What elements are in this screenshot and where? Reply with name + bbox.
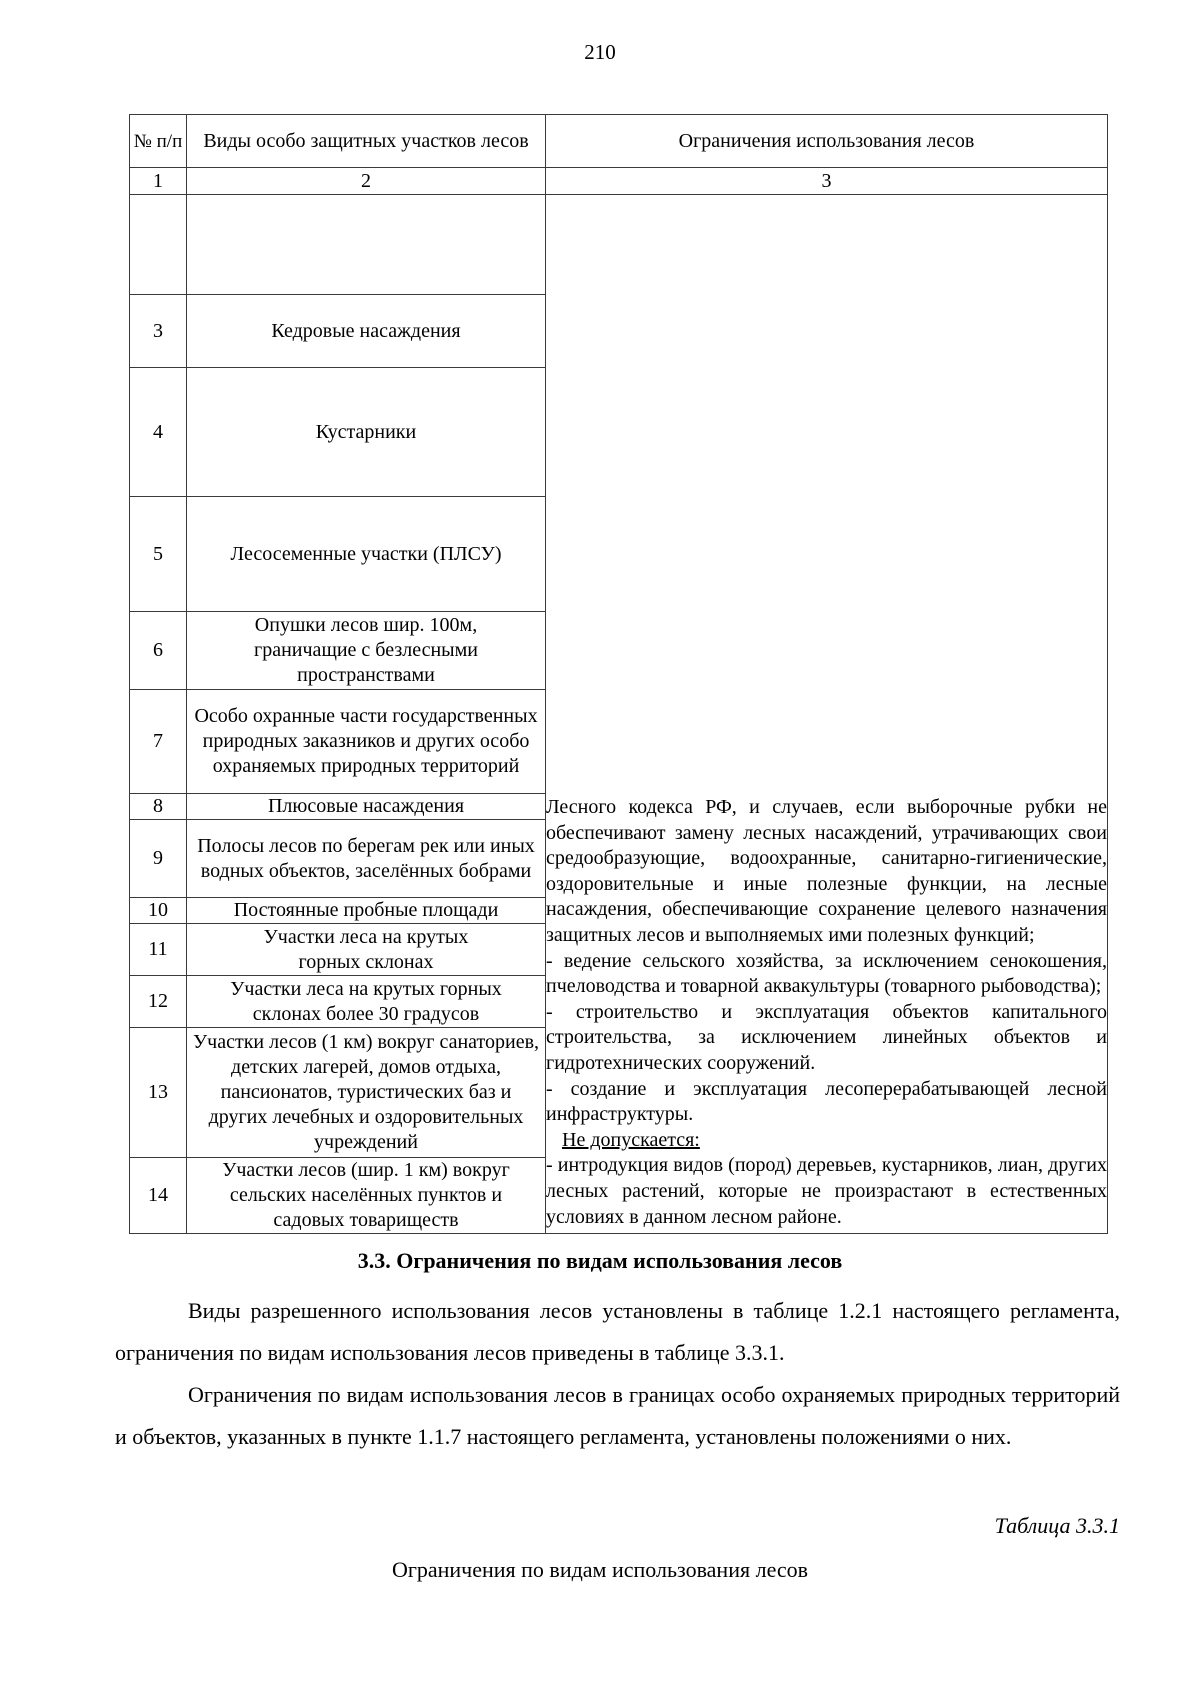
- row-number: 8: [153, 795, 163, 817]
- row-type: Кедровые насаждения: [271, 319, 461, 342]
- section-heading: 3.3. Ограничения по видам использования лесов: [357, 1248, 843, 1273]
- row-type-cell: [186, 975, 546, 1028]
- row-number: 6: [153, 639, 163, 661]
- row-number-cell: [129, 194, 187, 295]
- body-paragraph: Ограничения по видам использования лесов в границах особо охраняемых природных территорий и объектов, указанных в пункте 1.1.7 настоящего регламента, установлены положениями о них.: [115, 1382, 1120, 1449]
- row-number-cell: [129, 294, 187, 368]
- row-type-cell: [186, 611, 546, 690]
- row-number: 3: [153, 319, 163, 342]
- row-type: Постоянные пробные площади: [233, 899, 499, 921]
- row-number: 5: [153, 542, 163, 565]
- row-type: Полосы лесов по берегам рек или иных водных объектов, заселённых бобрами: [197, 834, 535, 882]
- row-type-cell: [186, 793, 546, 820]
- row-type-cell: [186, 819, 546, 898]
- column-number-1: [129, 167, 187, 195]
- row-type-cell: [186, 897, 546, 924]
- row-type-cell: [186, 496, 546, 612]
- header-cell-number: [129, 114, 187, 168]
- column-number-label: 1: [153, 169, 163, 192]
- coastal-heading: [546, 1230, 1107, 1234]
- row-number-cell: [129, 793, 187, 820]
- not-allowed-label: Не допускается:: [562, 1128, 700, 1151]
- row-number: 14: [148, 1184, 168, 1206]
- row-number-cell: [129, 897, 187, 924]
- row-number: 9: [153, 847, 163, 869]
- row-number: 12: [148, 990, 168, 1012]
- row-number-cell: [129, 819, 187, 898]
- restriction-paragraph: - строительство и эксплуатация объектов капитального строительства, за исключением линейных объектов и гидротехнических сооружений.: [546, 1000, 1107, 1074]
- column-number-2: [186, 167, 546, 195]
- header-type-label: Виды особо защитных участков лесов: [203, 129, 529, 152]
- header-restrictions-label: Ограничения использования лесов: [678, 129, 975, 152]
- body-text: [115, 1290, 1120, 1458]
- row-type: Участки леса на крутых горных склонах более 30 градусов: [230, 977, 502, 1025]
- coastal-forbidden-label: [922, 1231, 1040, 1234]
- row-type: Участки лесов (1 км) вокруг санаториев, детских лагерей, домов отдыха, пансионатов, туристических баз и других лечебных и оздоровительных учреждений: [192, 1031, 540, 1153]
- row-number: 11: [148, 938, 168, 960]
- restriction-paragraph: - ведение сельского хозяйства, за исключением сенокошения, пчеловодства и товарной аквакультуры (товарного рыбоводства);: [546, 949, 1107, 998]
- row-type: Плюсовые насаждения: [267, 795, 465, 817]
- row-type-cell: [186, 367, 546, 497]
- row-type-cell: [186, 923, 546, 976]
- row-type-cell: [186, 1157, 546, 1234]
- row-type: Кустарники: [315, 420, 417, 443]
- restrictions-table: [129, 114, 1108, 1234]
- row-type-cell: [186, 1027, 546, 1158]
- table-title: Ограничения по видам использования лесов: [391, 1557, 809, 1582]
- page-number: 210: [584, 40, 616, 64]
- row-number: 7: [153, 730, 163, 752]
- row-number-cell: [129, 367, 187, 497]
- row-type-cell: [186, 194, 546, 295]
- column-number-label: 2: [361, 169, 371, 192]
- row-number: 13: [148, 1081, 168, 1103]
- restriction-paragraph: - создание и эксплуатация лесоперерабатывающей лесной инфраструктуры.: [546, 1077, 1107, 1126]
- row-type: Лесосеменные участки (ПЛСУ): [230, 542, 502, 565]
- column-number-3: [545, 167, 1108, 195]
- row-type-cell: [186, 294, 546, 368]
- row-type-cell: [186, 689, 546, 794]
- restriction-paragraph: - интродукция видов (пород) деревьев, кустарников, лиан, других лесных растений, которые не произрастают в естественных условиях в данном лесном районе.: [546, 1154, 1107, 1228]
- row-number-cell: [129, 1027, 187, 1158]
- row-type: Особо охранные части государственных природных заказников и других особо охраняемых природных территорий: [194, 705, 538, 777]
- restrictions-cell: [545, 194, 1108, 1234]
- row-number-cell: [129, 923, 187, 976]
- row-type: Опушки лесов шир. 100м, граничащие с безлесными пространствами: [254, 614, 478, 686]
- header-number-label: № п/п: [133, 130, 183, 152]
- header-cell-type: [186, 114, 546, 168]
- body-paragraph: Виды разрешенного использования лесов установлены в таблице 1.2.1 настоящего регламента, ограничения по видам использования лесов приведены в таблице 3.3.1.: [115, 1298, 1120, 1365]
- header-cell-restrictions: [545, 114, 1108, 168]
- row-number-cell: [129, 611, 187, 690]
- row-type: Участки леса на крутых горных склонах: [263, 925, 469, 973]
- column-number-label: 3: [821, 169, 832, 192]
- row-type: Участки лесов (шир. 1 км) вокруг сельских населённых пунктов и садовых товариществ: [222, 1159, 510, 1231]
- row-number: 10: [148, 899, 168, 921]
- row-number: 4: [153, 420, 163, 443]
- row-number-cell: [129, 1157, 187, 1234]
- restrictions-text: [546, 795, 1107, 1234]
- table-caption: Таблица 3.3.1: [994, 1513, 1120, 1538]
- restriction-paragraph: Лесного кодекса РФ, и случаев, если выборочные рубки не обеспечивают замену лесных насаждений, утрачивающих свои средообразующие, водоохранные, санитарно-гигиенические, оздоровительные и иные полезные функции, на лесные насаждения, обеспечивающие сохранение целевого назначения защитных лесов и выполняемых ими полезных функций;: [546, 796, 1107, 946]
- row-number-cell: [129, 689, 187, 794]
- coastal-prefix: [562, 1231, 922, 1234]
- row-number-cell: [129, 975, 187, 1028]
- not-allowed-heading: [546, 1128, 1107, 1154]
- row-number-cell: [129, 496, 187, 612]
